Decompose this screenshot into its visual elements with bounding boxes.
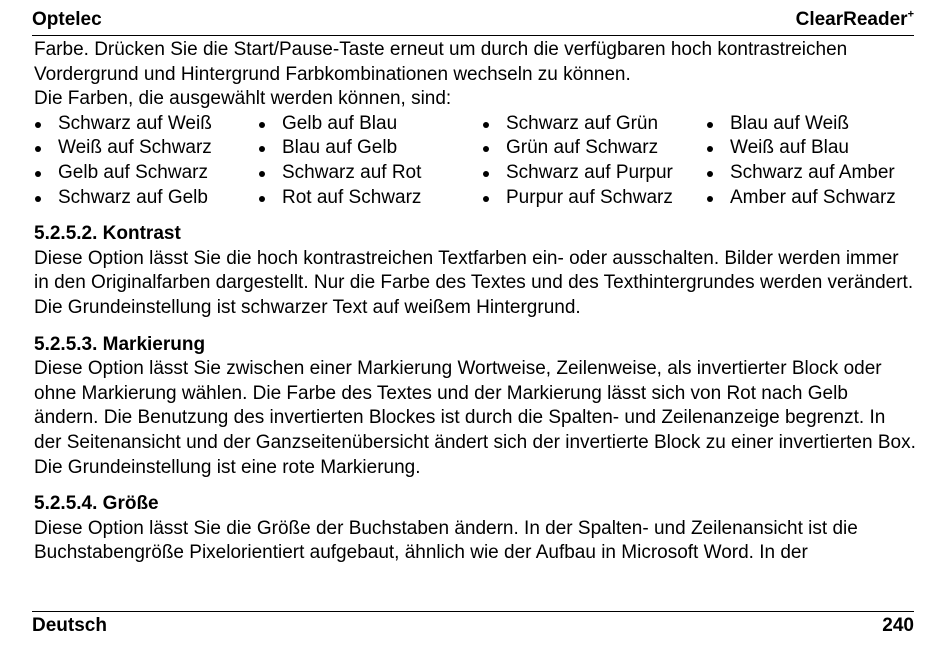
- section-body: Diese Option lässt Sie zwischen einer Markierung Wortweise, Zeilenweise, als invertierter Block oder ohne Markierung wählen. Die Farbe des Textes und der Markierung lässt sich von Rot nach Gelb ändern. Die Benutzung des invertierten Blockes ist durch die Spalten- und Zeilenanzeige begrenzt. In der Seitenansicht und der Ganzseitenübersicht ändert sich der invertierte Block zu einer invertierten Box. Die Grundeinstellung ist eine rote Markierung.: [34, 358, 916, 478]
- color-item: Schwarz auf Grün: [482, 112, 706, 137]
- color-item: Schwarz auf Amber: [706, 161, 916, 186]
- section-groesse: [34, 492, 916, 566]
- color-list: [34, 112, 916, 210]
- section-markierung: [34, 333, 916, 481]
- section-heading: 5.2.5.3. Markierung: [34, 333, 206, 355]
- color-item: Gelb auf Schwarz: [34, 161, 258, 186]
- color-item: Weiß auf Schwarz: [34, 136, 258, 161]
- header-product-sup: +: [907, 8, 914, 21]
- header-company: Optelec: [32, 9, 102, 30]
- color-item: Grün auf Schwarz: [482, 136, 706, 161]
- color-item: Purpur auf Schwarz: [482, 186, 706, 211]
- intro-paragraph: Farbe. Drücken Sie die Start/Pause-Taste erneut um durch die verfügbaren hoch kontrastreichen Vordergrund und Hintergrund Farbkombinationen wechseln zu können.: [34, 39, 848, 85]
- color-item: Amber auf Schwarz: [706, 186, 916, 211]
- color-item: Blau auf Gelb: [258, 136, 482, 161]
- section-heading: 5.2.5.4. Größe: [34, 493, 159, 515]
- section-body: Diese Option lässt Sie die hoch kontrastreichen Textfarben ein- oder ausschalten. Bilder werden immer in den Originalfarben dargestellt. Nur die Farbe des Textes und des Texthintergrundes werden verändert. Die Grundeinstellung ist schwarzer Text auf weißem Hintergrund.: [34, 247, 914, 318]
- color-item: Gelb auf Blau: [258, 112, 482, 137]
- header-product: [796, 9, 914, 31]
- color-item: Rot auf Schwarz: [258, 186, 482, 211]
- colors-lead: Die Farben, die ausgewählt werden können, sind:: [34, 88, 452, 110]
- footer-language: Deutsch: [32, 615, 107, 636]
- color-item: Schwarz auf Weiß: [34, 112, 258, 137]
- page-footer: [32, 611, 914, 637]
- header-product-name: ClearReader: [795, 9, 908, 30]
- page-header: [32, 9, 914, 36]
- section-kontrast: [34, 222, 916, 320]
- document-body: [34, 38, 916, 566]
- page-number: 240: [882, 615, 914, 636]
- section-body: Diese Option lässt Sie die Größe der Buchstaben ändern. In der Spalten- und Zeilenansicht ist die Buchstabengröße Pixelorientiert aufgebaut, ähnlich wie der Aufbau in Microsoft Word. In der: [34, 517, 858, 564]
- section-heading: 5.2.5.2. Kontrast: [34, 223, 181, 245]
- color-item: Schwarz auf Gelb: [34, 186, 258, 211]
- color-item: Blau auf Weiß: [706, 112, 916, 137]
- color-item: Schwarz auf Rot: [258, 161, 482, 186]
- color-item: Schwarz auf Purpur: [482, 161, 706, 186]
- color-item: Weiß auf Blau: [706, 136, 916, 161]
